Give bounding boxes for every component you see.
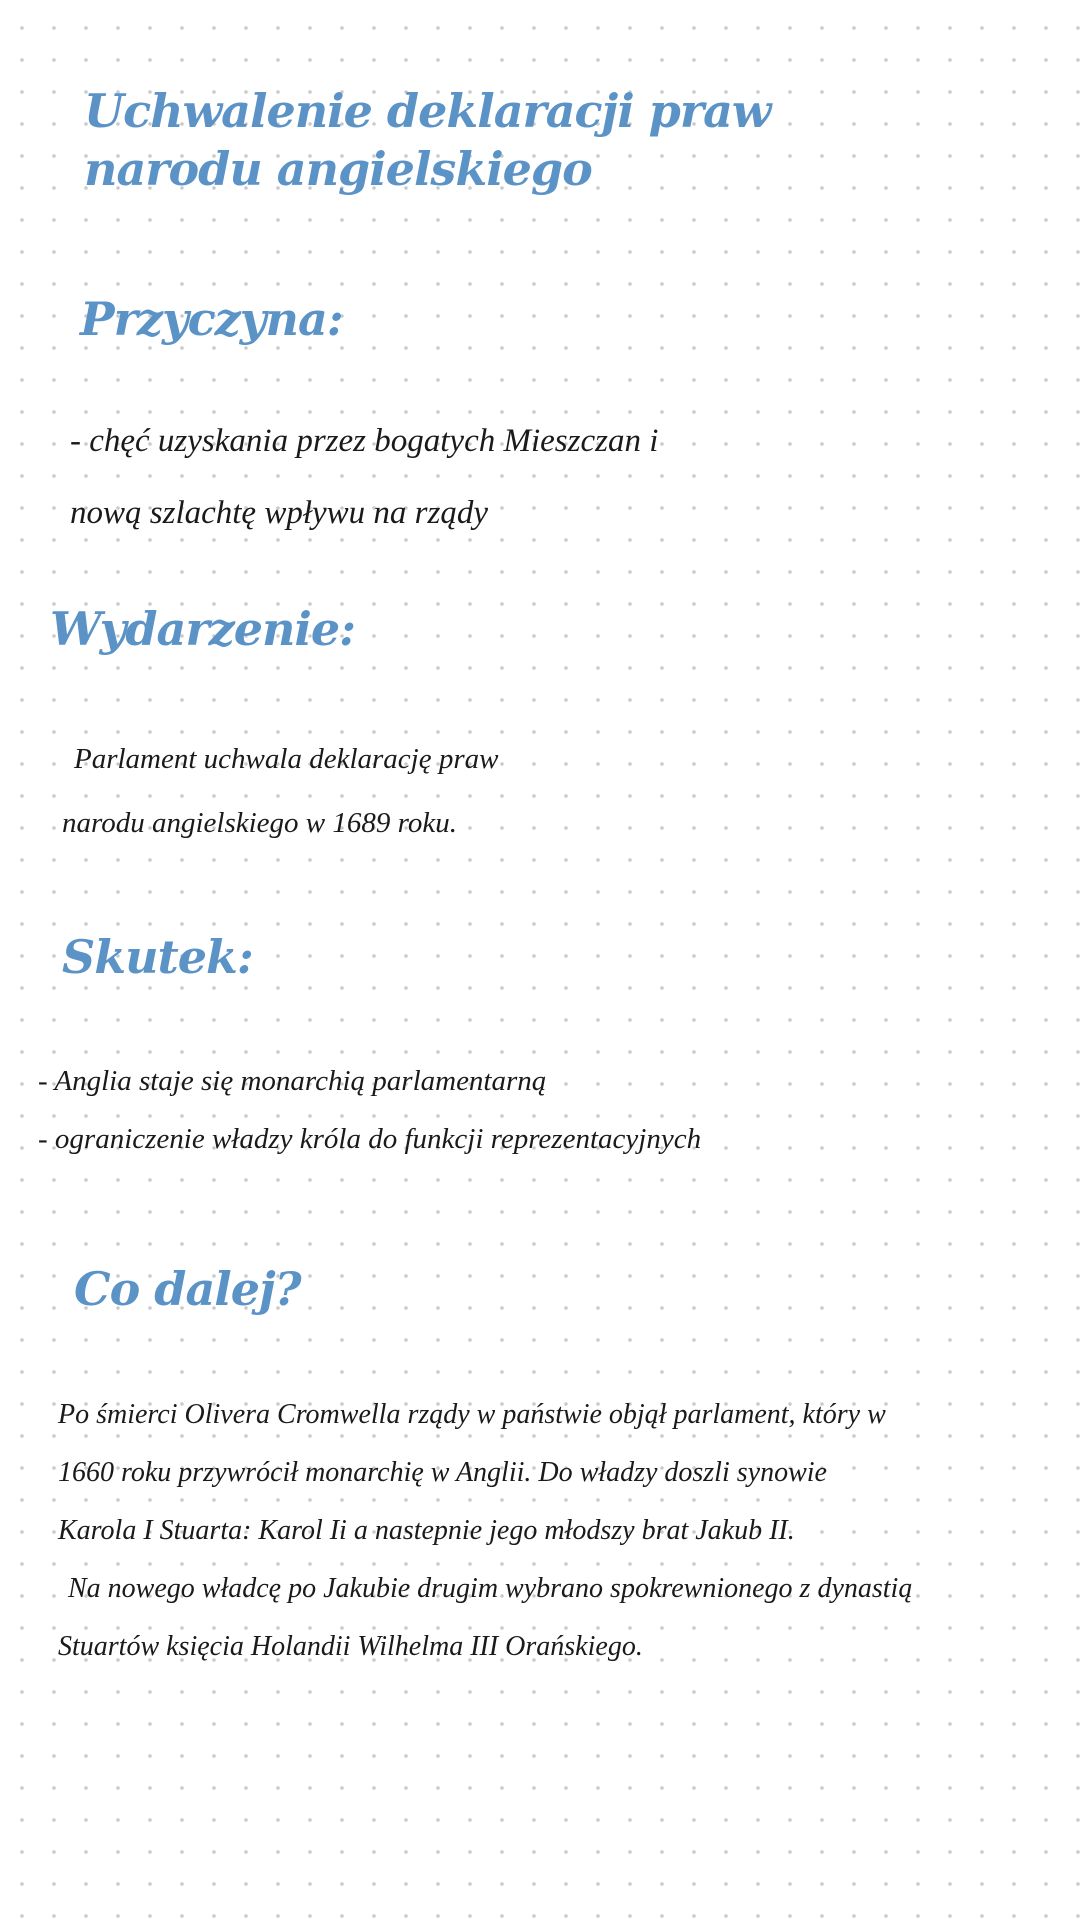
- event-line-1: Parlament uchwala deklarację praw: [74, 743, 499, 775]
- cause-line-1: - chęć uzyskania przez bogatych Mieszczan i: [70, 423, 659, 459]
- next-line-5: Stuartów księcia Holandii Wilhelma III Orańskiego.: [58, 1631, 643, 1662]
- event-text: [62, 727, 498, 855]
- event-line-2: narodu angielskiego w 1689 roku.: [62, 807, 457, 839]
- cause-line-2: nową szlachtę wpływu na rządy: [70, 495, 488, 531]
- effect-text: [38, 1052, 701, 1168]
- cause-text: [70, 405, 658, 549]
- next-line-4: Na nowego władcę po Jakubie drugim wybrano spokrewnionego z dynastią: [68, 1573, 913, 1604]
- effect-line-2: - ograniczenie władzy króla do funkcji reprezentacyjnych: [38, 1123, 702, 1155]
- next-text: [58, 1386, 912, 1676]
- page-title: [84, 82, 770, 198]
- page-title-line-1: Uchwalenie deklaracji praw: [84, 84, 771, 138]
- cause-heading: Przyczyna:: [80, 292, 343, 346]
- next-line-1: Po śmierci Olivera Cromwella rządy w państwie objął parlament, który w: [58, 1399, 886, 1430]
- next-line-2: 1660 roku przywrócił monarchię w Anglii. Do władzy doszli synowie: [58, 1457, 827, 1488]
- effect-heading: Skutek:: [62, 930, 253, 984]
- page-title-line-2: narodu angielskiego: [84, 142, 592, 196]
- next-heading: Co dalej?: [74, 1262, 301, 1316]
- effect-line-1: - Anglia staje się monarchią parlamentarną: [38, 1065, 547, 1097]
- event-heading: Wydarzenie:: [50, 602, 356, 656]
- next-line-3: Karola I Stuarta: Karol Ii a nastepnie jego młodszy brat Jakub II.: [58, 1515, 795, 1546]
